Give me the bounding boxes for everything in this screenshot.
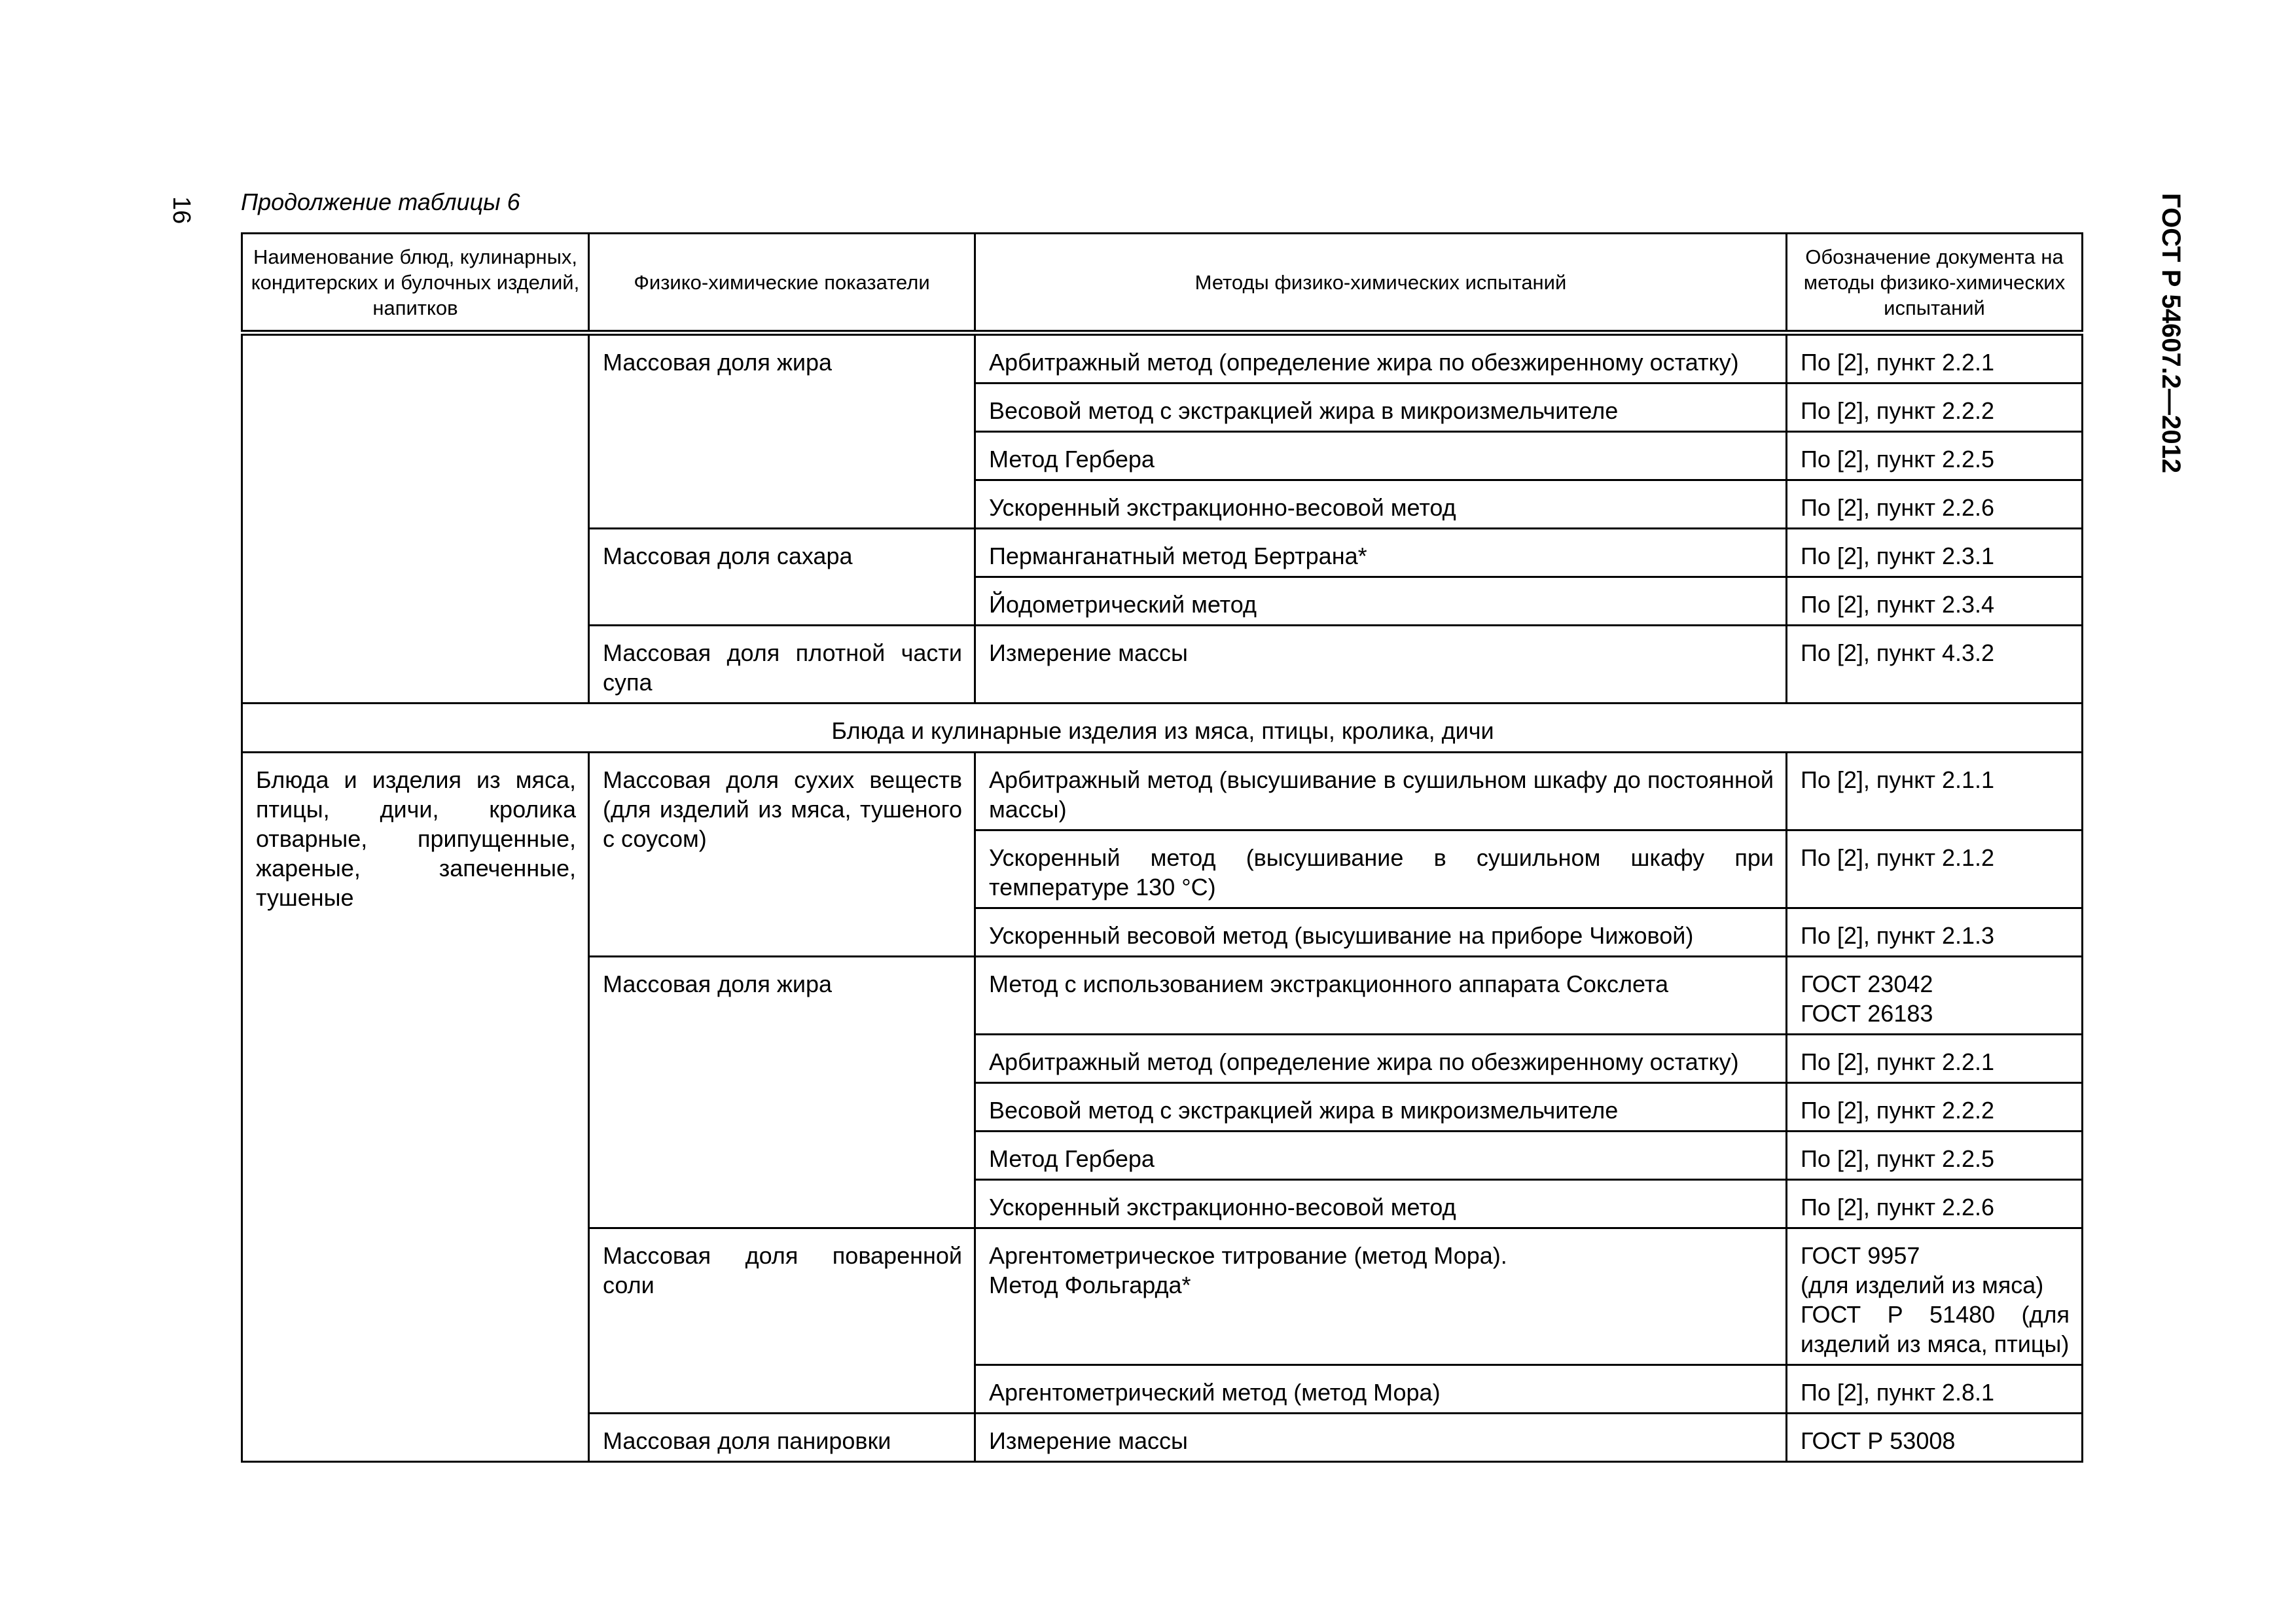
page-number: 16	[168, 196, 195, 224]
doc-cell: По [2], пункт 2.2.6	[1787, 1180, 2083, 1228]
method-cell: Арбитражный метод (определение жира по обезжиренному остатку)	[975, 1035, 1787, 1083]
indicator-cell: Массовая доля плотной части супа	[589, 626, 975, 704]
doc-cell: По [2], пункт 2.2.1	[1787, 333, 2083, 383]
dish-cell: Блюда и изделия из мяса, птицы, дичи, кролика отварные, припущенные, жареные, запеченные, тушеные	[242, 753, 589, 1462]
doc-cell: По [2], пункт 2.8.1	[1787, 1365, 2083, 1414]
doc-cell: ГОСТ Р 53008	[1787, 1414, 2083, 1462]
method-cell: Метод Гербера	[975, 1132, 1787, 1180]
doc-cell: По [2], пункт 4.3.2	[1787, 626, 2083, 704]
header-indicators: Физико-химические показатели	[589, 234, 975, 333]
section-row	[242, 704, 2083, 753]
method-cell: Ускоренный весовой метод (высушивание на приборе Чижовой)	[975, 908, 1787, 957]
doc-cell: По [2], пункт 2.2.1	[1787, 1035, 2083, 1083]
header-document: Обозначение документа на методы физико-химических испытаний	[1787, 234, 2083, 333]
method-cell: Арбитражный метод (высушивание в сушильном шкафу до постоянной массы)	[975, 753, 1787, 830]
method-cell: Перманганатный метод Бертрана*	[975, 529, 1787, 577]
indicator-cell: Массовая доля поваренной соли	[589, 1228, 975, 1414]
doc-cell: По [2], пункт 2.3.1	[1787, 529, 2083, 577]
dish-cell-empty	[242, 333, 589, 704]
doc-cell: ГОСТ 23042 ГОСТ 26183	[1787, 957, 2083, 1035]
method-cell: Весовой метод с экстракцией жира в микроизмельчителе	[975, 383, 1787, 432]
doc-cell: По [2], пункт 2.2.5	[1787, 432, 2083, 480]
method-cell: Весовой метод с экстракцией жира в микроизмельчителе	[975, 1083, 1787, 1132]
doc-cell: По [2], пункт 2.1.2	[1787, 830, 2083, 908]
doc-cell: ГОСТ 9957 (для изделий из мяса) ГОСТ Р 51480 (для изделий из мяса, птицы)	[1787, 1228, 2083, 1365]
method-cell: Ускоренный экстракционно-весовой метод	[975, 480, 1787, 529]
document-code: ГОСТ Р 54607.2—2012	[2157, 193, 2185, 474]
doc-cell: По [2], пункт 2.2.5	[1787, 1132, 2083, 1180]
header-methods: Методы физико-химических испытаний	[975, 234, 1787, 333]
methods-table	[241, 232, 2083, 1463]
method-cell: Метод с использованием экстракционного аппарата Сокслета	[975, 957, 1787, 1035]
doc-cell: По [2], пункт 2.1.1	[1787, 753, 2083, 830]
doc-cell: По [2], пункт 2.2.6	[1787, 480, 2083, 529]
indicator-cell: Массовая доля сухих веществ (для изделий из мяса, тушеного с соусом)	[589, 753, 975, 957]
indicator-cell: Массовая доля жира	[589, 957, 975, 1228]
method-cell: Измерение массы	[975, 626, 1787, 704]
method-cell: Ускоренный метод (высушивание в сушильном шкафу при температуре 130 °С)	[975, 830, 1787, 908]
indicator-cell: Массовая доля панировки	[589, 1414, 975, 1462]
header-dish-name: Наименование блюд, кулинарных, кондитерских и булочных изделий, напитков	[242, 234, 589, 333]
table-row	[242, 753, 2083, 830]
method-cell: Ускоренный экстракционно-весовой метод	[975, 1180, 1787, 1228]
doc-cell: По [2], пункт 2.2.2	[1787, 383, 2083, 432]
indicator-cell: Массовая доля жира	[589, 333, 975, 529]
method-cell: Метод Гербера	[975, 432, 1787, 480]
doc-cell: По [2], пункт 2.2.2	[1787, 1083, 2083, 1132]
method-cell: Йодометрический метод	[975, 577, 1787, 626]
method-cell: Арбитражный метод (определение жира по обезжиренному остатку)	[975, 333, 1787, 383]
table-header-row	[242, 234, 2083, 333]
method-cell: Измерение массы	[975, 1414, 1787, 1462]
table-row	[242, 333, 2083, 383]
section-title: Блюда и кулинарные изделия из мяса, птицы, кролика, дичи	[242, 704, 2083, 753]
doc-cell: По [2], пункт 2.1.3	[1787, 908, 2083, 957]
continuation-title: Продолжение таблицы 6	[241, 188, 520, 215]
indicator-cell: Массовая доля сахара	[589, 529, 975, 626]
doc-cell: По [2], пункт 2.3.4	[1787, 577, 2083, 626]
method-cell: Аргентометрический метод (метод Мора)	[975, 1365, 1787, 1414]
method-cell: Аргентометрическое титрование (метод Мора). Метод Фольгарда*	[975, 1228, 1787, 1365]
